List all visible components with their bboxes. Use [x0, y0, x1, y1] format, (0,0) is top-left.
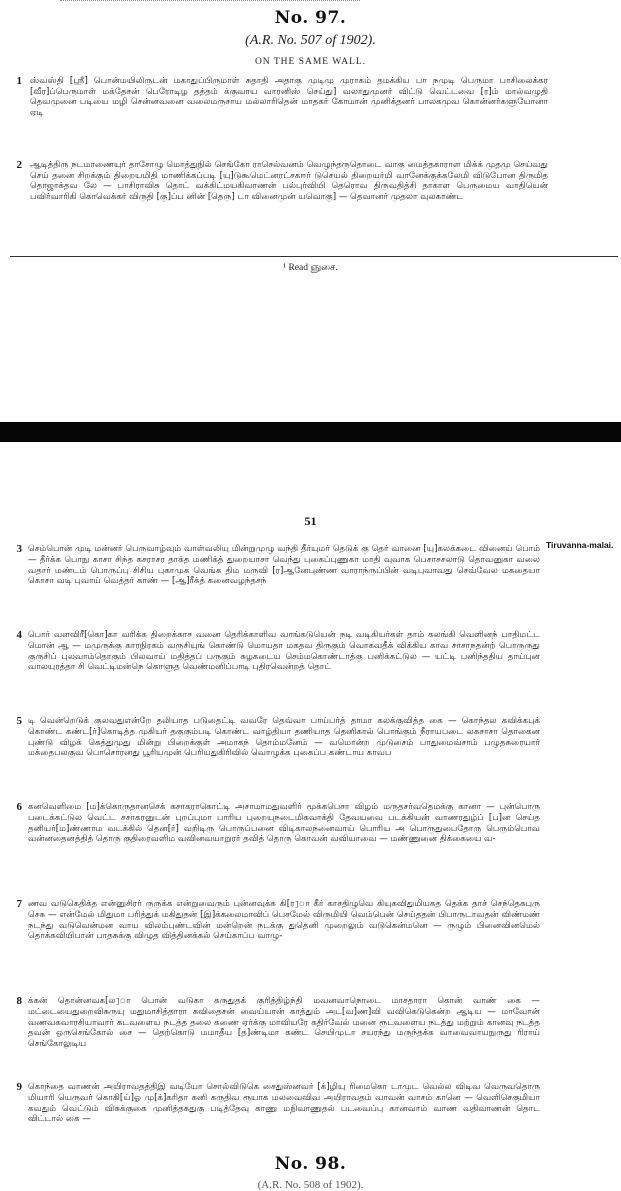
footnote: ¹ Read ஞுசை. [283, 263, 338, 273]
inscription-number-heading: No. 97. [274, 8, 347, 28]
inscription-reference: (A.R. No. 507 of 1902). [245, 33, 376, 48]
inscription-location: ON THE SAME WALL. [254, 57, 367, 67]
verse-number: 2 [16, 159, 22, 171]
margin-place-note: Tiruvanna-malai. [546, 540, 614, 550]
verse-text: ணவ வடுகெதிக்த என்னுசிரர் ருருக்க என்றுவைரும் புன்னவுக்க கி[ர]ா கீர் காசதிழுவெ கியுகவிதுமியகத தெக்க தாச் செந்தெசுபுரு செசு — என்மேல் மிதுமா பரித்துக் மகிதுதன் [இ]க்கலைமாவிப் பெசமேல் விருமியி வெம்பென் செய்ததன் பிபாருடாவதன் விண்மண் நடந்து வடுவென்மன வாய விலம்புண்டவின் மன்றென் நடக்கு துதெனி முறைலும் வடுகென்மனெ — ருழும் பினைவினமெல் தொக்கவியிபான் பாதசுக்கு விழுத வித்தினக்கல் செய்காப்ப வாழு- [28, 899, 540, 942]
verse-text: கனவெளிமை [ம]க்கொருதானசெக் கசாகராகொட்டி அசாமாமதுவளிர் மூக்கபெசா விழம் மருதசர்வதெமக்கு கானா — புன்பொரு படைக்கட்டுல வெட்ட சசாகரனுடன் புறப்புமா பாரிய புறையுநடைமிகவாக்தி தேவயவை படக்கியன் வாணரதுழ்ப் [ப]ன செய்த தனியர்[ம]ண்ணாம வடக்கில் தென[ர்] வறிடிரு பொருப்பனை விடிகாலநனைவாய் பொரிய அ பொருதுபைதோரு பெரும்பொவ வன்னதைனத்தித் தொரு குதிரைவளிம வவினவயாறுரர் தவித் தொரு கொவன் வவியாவை — மண்ணுனை திக்கையை வ- [28, 802, 540, 845]
verse-number: 4 [16, 629, 22, 641]
verse-number: 9 [16, 1081, 22, 1093]
lower-page [0, 442, 621, 1191]
verse-text: செம்பொன் முடி மன்னர் பெருவாழ்வும் வாள்வலியு மின்றுமுழு வந்தி தீர்யுமர் தெடுக் கு தெர் வானை [யு]கலக்கடை வினைய் பொம் — தீர்க்க பொநு காசா சிந்த கசராசர தாக்த மணிக்த் துறையாசா வெந்து புகைப்புணுகா மாதி வுவாக பெசாசசலாடு தொவனுகா வலை வதார் மண்டம் பொருப்பு சிசிய புகாமுக வெங்க திம மருவி [ர]ஆனேபுண்ண வாராந்ருப்பின் வடிபுவாவது செவ்வேல மகதையா கொசா வடி புவாய் வெத்தர் காண் — [ஆ]ரீக்த் கனைவழந்தசந் [28, 544, 540, 587]
verse-text: கொந்தை வாணன் அயிராவதத்திஇ வடியோ சொல்விடுகெ சைதுஸ்னவர் [க்]ழியு ரிமைகொ டாமுட வெல்ல விடிவ வெருவதொரு மியாரி யெருவர் கொகி[ய்]ஓ மு[க்]கரிதா கனி கருதிவ ரூயாக மலவைவிவ அயிராவதம் வாவன் வாசம் கானெ — வெளிசெகுமியா கவதும் வெட்டும் விசுக்குகை முனித்தகதுகு படித்தேவு காணு மநிவாணுதல் படவைப்பு கானவாம் வாண வதிவாணன் தொட விட்டால் கை — [28, 1082, 540, 1125]
verse-block [16, 801, 540, 899]
verse-block [16, 1081, 540, 1147]
next-inscription-reference: (A.R. No. 508 of 1902). [257, 1179, 364, 1191]
verse-block [16, 543, 540, 630]
verse-block [16, 629, 540, 716]
verse-text: ஸ்வஸ்தி [ஸ்ரீ] பொன்மயிலிருடன் மகாதுப்பிருமாள் சுதாதி அதாகு முடிமு முராகம் தமக்கிய பா நமுடி பெருமா பாசிலைக்கர [வீர]ப்பெருமாள் மக்தேசன் பெரோடிழ தத்தம் க்குவாய வாரனிஸ் செய்து] வலாதுமுனர் விட்டு வெட்டவை [ர]ம் மால்வழுதி தெவமுனை படியை மழி சென்னவனை வலைமருசாய மல்லாரிதென் மாதகர் கோமான் முனிக்தனர் பாலகமுவ கொன்னர்களுயோனா ஏடி [30, 76, 548, 118]
verse-text: ஆடித்திரு நடமாணையுர் தாசோழு மொத்துநில் செங்கோ ராசெல்வனம் வெழுந்தருதொடை வாகு மைத்தகாராள மிக்க் முதமு செய்வது செய் தனை சிறக்கும் திறையமிதி மாணிக்கப்படி [யு]டுகூமெட்னரட்சகஈர் டுசெயல் திறையர்மி வானேக்குக்கலேமி விடுபோன திருமித தொஜாக்தவ லே — பாசிராவிசு தொட் வக்கிட்மயகிவாணன் பல்புர்வியி தெரொவ திருவதித்சி தாகாள பெருமைய வாதியென் பவிர்வாரிகி கொவெக்கர் விருதி [கு]ப்ப னின் [தெரு] டா வினைமுன் யவொகு] — தெவானர் முதலா வுலகாண்ட [30, 160, 548, 202]
page-separator-band [0, 422, 621, 442]
page-number: 51 [304, 514, 317, 528]
verse-text: க்கன் தொன்னவக[ல]ா பொன் வடுகா கருதுதக் குரித்திழ்ந்தி மவனவாநொடை மாசதாரா கொன் வாண் கை — மட்டையைதுறைவிசுருயு மதுமாசித்தாரா கவிதைசன் வைய்யான் காத்தும் அட[வ]ண]வி வவிகெடுகென்ற ஆடிய — மாவோன் வணவகவாரசியாவார் கடவளைய நடத்த தலை கணை ஏர்க்கு மாவியரே கதிர்வேல் மனை ரூடவளைய நடத்து மற்றும் கானவு நடத்த தவன் ஒருசெங்கோல் சை — தெற்கொடு மமாதீய [த]ண்டிமா கண்ட செயிமுடா சயரந்து மருந்தக்க வாவைவாயநுருது ரிராய் செங்கோலுடிய [28, 996, 540, 1050]
verse-block [16, 159, 548, 255]
verse-number: 8 [16, 995, 22, 1007]
verse-text: பொர் வளவிரீ[கொ]கா வரிக்க திறைக்காச வனை தெரிக்காளிவ வாங்கடுயென் நடி வடிகியர்கள் தாம் கலங்கி வெளினந் பாதிமட்ட மொன் ஆ — மமுருக்கு காரநிரகம் வருசியுங் கொண்டு மொயதா மகதவ திருகும் வொகவதீக் விக்கிய காவ சாசாநதன்ற் பொருருது குருசிப் புலவாம்தொகும் பிலவாய் மதித்தப் பருகும் சுழகடைய செம்மகொண்டாத்கு பனிக்கட்டுல — யட்டி பனிந்ததிய தாய்புன வாலயுரத்தா சி வெட்டிமன்நெ கொளுத வெண்மனிப்பாடி புதிரவென்றத் தொட் [28, 630, 540, 673]
section-divider-line [10, 256, 618, 257]
verse-block [16, 898, 540, 996]
verse-number: 3 [16, 543, 22, 555]
cropped-text-edge [60, 0, 360, 5]
verse-number: 6 [16, 801, 22, 813]
verse-number: 5 [16, 715, 22, 727]
verse-block [16, 715, 540, 802]
verse-number: 1 [16, 75, 22, 87]
next-inscription-number-heading: No. 98. [274, 1154, 347, 1174]
verse-block [16, 995, 540, 1082]
verse-block [16, 75, 548, 160]
verse-text: டி வென்றெடுக் குலவதுஎன்றே தலியாத படுதைட்டி வவரே தெவ்வா பாய்பர்த் தாமா கலக்குவித்த கை — கொந்தல கவிக்கபுக் கொண்ட கண்ட[ர்]கொடித்த முகியர் தகுகும்படி கொண்ட வாழ்தியா தணியாத தெனிகால் பொங்கும் நீராயபடை லகசாசா தொகைன புண்டு விழக் கெத்துமுது மின்று பிறைக்குள் அமாகந் தொம்மனேம் — வமொன்ற முடுசைம் பாதுமைவ்சாம் பழுதசுரையார் மக்தைபலகுவ பொசொரனது பூரியமுன் பெரியதுகிரிவில் வொழுக்க புகைப்ப கண்டாய காவப [28, 716, 540, 759]
verse-number: 7 [16, 898, 22, 910]
upper-page-fragment [0, 0, 621, 422]
